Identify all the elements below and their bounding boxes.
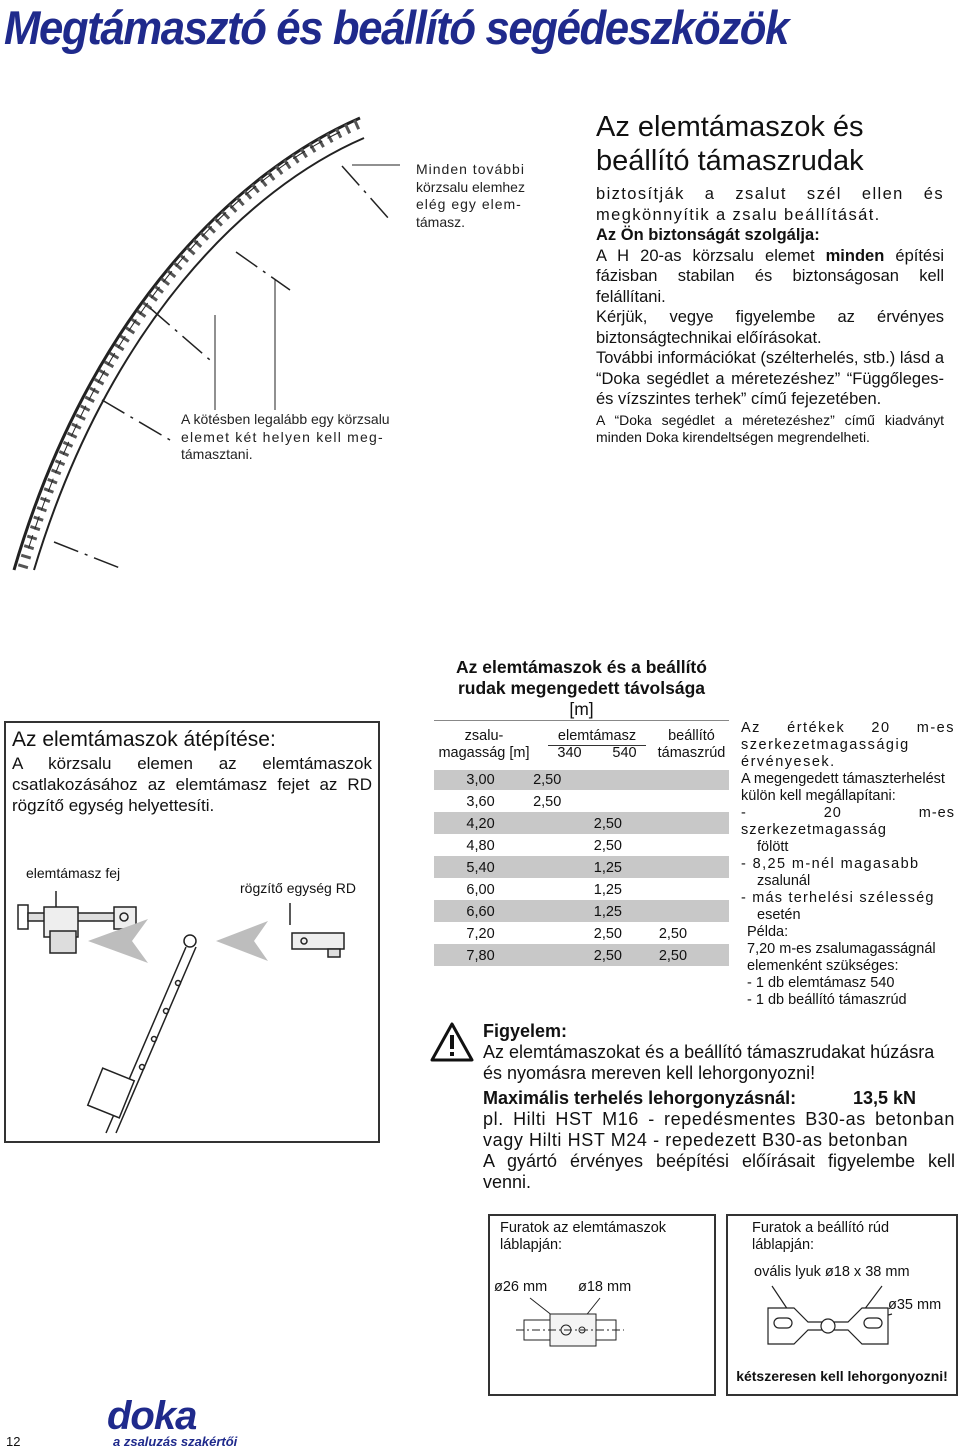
prop-footplate-drawing — [510, 1296, 630, 1356]
table-cell: 2,50 — [588, 923, 653, 945]
distance-table-header: zsalu- magasság [m] elemtámasz 340 540 beállító támaszrúd — [434, 720, 729, 771]
table-cell: 3,00 — [434, 770, 527, 791]
table-row — [434, 945, 729, 967]
table-cell: 1,25 — [588, 879, 653, 901]
label-rd-unit: rögzítő egység RD — [240, 880, 356, 896]
table-row — [434, 857, 729, 879]
safety-text: A H 20-as körzsalu elemet minden építési fázisban stabilan és biztonságosan kell felállítani. — [596, 246, 945, 306]
table-cell — [527, 857, 588, 879]
table-cell: 7,20 — [434, 923, 527, 945]
distance-table — [434, 770, 729, 968]
table-cell: 4,80 — [434, 835, 527, 857]
table-row — [434, 901, 729, 923]
table-cell — [653, 770, 729, 791]
page-number: 12 — [6, 1434, 21, 1449]
table-row — [434, 879, 729, 901]
callout-bottom: A kötésben legalább egy körzsalu elemet két helyen kell meg- támasztani. — [181, 411, 390, 462]
callout-top: Minden további körzsalu elemhez elég egy elem- támasz. — [416, 161, 525, 230]
table-cell: 1,25 — [588, 857, 653, 879]
table-notes: Az értékek 20 m-es szerkezetmagasságig érvényesek. A megengedett támaszterhelést külön kell megállapítani: - 20 m-es szerkezetmagasság fölött - 8,25 m-nél magasabb zsalunál - más terhelési szélesség esetén Példa: 7,20 m-es zsalumagasságnál elemenként szükséges: - 1 db elemtámasz 540 - 1 db beállító támaszrúd — [741, 720, 955, 1008]
table-cell: 2,50 — [588, 945, 653, 967]
table-cell — [588, 791, 653, 813]
table-cell: 2,50 — [588, 813, 653, 835]
doka-logo: doka a zsaluzás szakértői — [107, 1394, 238, 1449]
table-cell — [588, 770, 653, 791]
table-cell — [653, 901, 729, 923]
table-cell: 2,50 — [588, 835, 653, 857]
table-cell — [527, 879, 588, 901]
table-cell — [527, 813, 588, 835]
table-row — [434, 791, 729, 813]
table-cell: 2,50 — [527, 791, 588, 813]
table-cell: 2,50 — [527, 770, 588, 791]
table-cell: 7,80 — [434, 945, 527, 967]
table-cell — [653, 857, 729, 879]
hole-box-rod: Furatok a beállító rúd láblapján: ovális lyuk ø18 x 38 mm ø35 mm kétszeresen kell lehorgonyozni! — [726, 1214, 958, 1396]
table-row — [434, 813, 729, 835]
intro-section: Az elemtámaszok és beállító támaszrudak biztosítják a zsalut szél ellen és megkönnyítik a zsalu beállítását. Az Ön biztonságát szolgálja: A H 20-as körzsalu elemet minden építési fázisban stabilan és biztonságosan kell felállítani. Kérjük, vegye figyelembe az érvényes biztonságtechnikai előírásokat. További információkat (szélterhelés, stb.) lásd a “Doka segédlet a méretezéshez” “Függőleges- és vízszintes terhek” című fejezetében. A “Doka segédlet a méretezéshez” című kiadványt minden Doka kirendeltségen megrendelheti. — [596, 111, 945, 445]
prop-head-illustration — [6, 883, 378, 1143]
label-prop-head: elemtámasz fej — [26, 865, 121, 881]
warning-section: Figyelem: Az elemtámaszokat és a beállító támaszrudakat húzásra és nyomásra mereven kell lehorgonyozni! Maximális terhelés lehorgonyzásnál: 13,5 kN pl. Hilti HST M16 - repedésmentes B30-as betonban vagy Hilti HST M24 - repedezett B30-as betonban A gyártó érvényes beépítési előírásait figyelembe kell venni. — [483, 1021, 955, 1192]
conversion-box: Az elemtámaszok átépítése: A körzsalu elemen az elemtámaszok csatlakozásához az elemtámasz fejet az RD rögzítő egység helyettesíti. elemtámasz fej rögzítő egység RD — [4, 721, 380, 1143]
intro-heading: Az elemtámaszok és beállító támaszrudak — [596, 111, 864, 177]
warning-icon — [430, 1022, 474, 1062]
table-cell — [527, 923, 588, 945]
distance-table-title: Az elemtámaszok és a beállító rudak megengedett távolsága [m] — [456, 657, 707, 719]
table-row — [434, 835, 729, 857]
table-cell — [653, 879, 729, 901]
table-cell — [527, 835, 588, 857]
table-cell: 6,60 — [434, 901, 527, 923]
table-cell — [527, 901, 588, 923]
table-cell — [527, 945, 588, 967]
table-cell — [653, 835, 729, 857]
table-row — [434, 923, 729, 945]
table-row — [434, 770, 729, 791]
table-cell — [653, 791, 729, 813]
table-cell: 4,20 — [434, 813, 527, 835]
table-cell — [653, 813, 729, 835]
hole-box-prop: Furatok az elemtámaszok láblapján: ø26 mm ø18 mm — [488, 1214, 716, 1396]
table-cell: 5,40 — [434, 857, 527, 879]
page-title: Megtámasztó és beállító segédeszközök — [4, 1, 789, 54]
table-cell: 1,25 — [588, 901, 653, 923]
formwork-arc-illustration — [0, 110, 400, 580]
table-cell: 3,60 — [434, 791, 527, 813]
rod-footplate-drawing — [762, 1284, 902, 1366]
table-cell: 2,50 — [653, 945, 729, 967]
table-cell: 6,00 — [434, 879, 527, 901]
table-cell: 2,50 — [653, 923, 729, 945]
